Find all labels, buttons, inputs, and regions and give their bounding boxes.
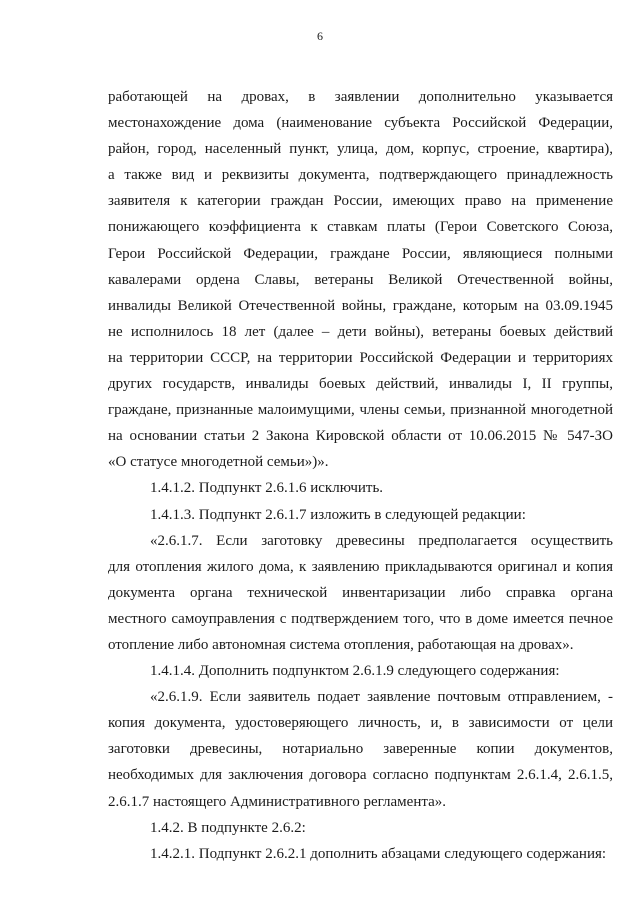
- text-line: а также вид и реквизиты документа, подтверждающего принадлежность: [108, 167, 613, 184]
- clause-1-4-1-3: 1.4.1.3. Подпункт 2.6.1.7 изложить в следующей редакции:: [150, 506, 526, 523]
- clause-1-4-1-2: 1.4.1.2. Подпункт 2.6.1.6 исключить.: [150, 480, 384, 497]
- text-line: район, город, населенный пункт, улица, дом, корпус, строение, квартира),: [108, 141, 613, 158]
- text-line: 2.6.1.7 настоящего Административного регламента».: [108, 793, 446, 810]
- text-line: «2.6.1.7. Если заготовку древесины предполагается осуществить: [150, 532, 613, 549]
- text-line: «2.6.1.9. Если заявитель подает заявление почтовым отправлением, -: [150, 689, 613, 706]
- text-line: понижающего коэффициента к ставкам платы (Герои Советского Союза,: [108, 219, 613, 236]
- text-line: местонахождение дома (наименование субъекта Российской Федерации,: [108, 115, 613, 132]
- text-line: кавалерами ордена Славы, ветераны Великой Отечественной войны,: [108, 271, 613, 288]
- text-line: документа органа технической инвентаризации либо справка органа: [108, 584, 613, 601]
- text-line: на территории СССР, на территории Российской Федерации и территориях: [108, 349, 613, 366]
- text-line: на основании статьи 2 Закона Кировской области от 10.06.2015 № 547-ЗО: [108, 428, 613, 445]
- text-line: работающей на дровах, в заявлении дополнительно указывается: [108, 89, 613, 105]
- text-line: «О статусе многодетной семьи»)».: [108, 454, 329, 471]
- quoted-clause-2-6-1-7: [108, 528, 613, 658]
- text-line: необходимых для заключения договора согласно подпунктам 2.6.1.4, 2.6.1.5,: [108, 767, 613, 784]
- text-line: граждане, признанные малоимущими, члены семьи, признанной многодетной: [108, 402, 613, 419]
- paragraph-continuation: [108, 84, 613, 475]
- clause-1-4-2: 1.4.2. В подпункте 2.6.2:: [150, 819, 306, 836]
- page-number: 6: [317, 29, 323, 43]
- text-line: для отопления жилого дома, к заявлению прикладываются оригинал и копия: [108, 558, 613, 575]
- clause-1-4-2-1: 1.4.2.1. Подпункт 2.6.2.1 дополнить абзацами следующего содержания:: [150, 845, 607, 862]
- quoted-clause-2-6-1-9: [108, 684, 613, 814]
- text-line: инвалиды Великой Отечественной войны, граждане, которым на 03.09.1945: [108, 297, 613, 314]
- text-line: заготовки древесины, нотариально заверенные копии документов,: [108, 741, 613, 758]
- text-line: отопление либо автономная система отопления, работающая на дровах».: [108, 636, 574, 653]
- text-line: других государств, инвалиды боевых действий, инвалиды I, II группы,: [108, 376, 613, 393]
- clause-1-4-1-4: 1.4.1.4. Дополнить подпунктом 2.6.1.9 следующего содержания:: [150, 663, 560, 680]
- text-line: Герои Российской Федерации, граждане России, являющиеся полными: [108, 245, 613, 262]
- text-line: заявителя к категории граждан России, имеющих право на применение: [108, 193, 613, 210]
- text-line: местного самоуправления с подтверждением того, что в доме имеется печное: [108, 610, 613, 627]
- text-line: копия документа, удостоверяющего личность, и, в зависимости от цели: [108, 715, 613, 732]
- document-body: [108, 84, 613, 867]
- text-line: не исполнилось 18 лет (далее – дети войны), ветераны боевых действий: [108, 323, 613, 340]
